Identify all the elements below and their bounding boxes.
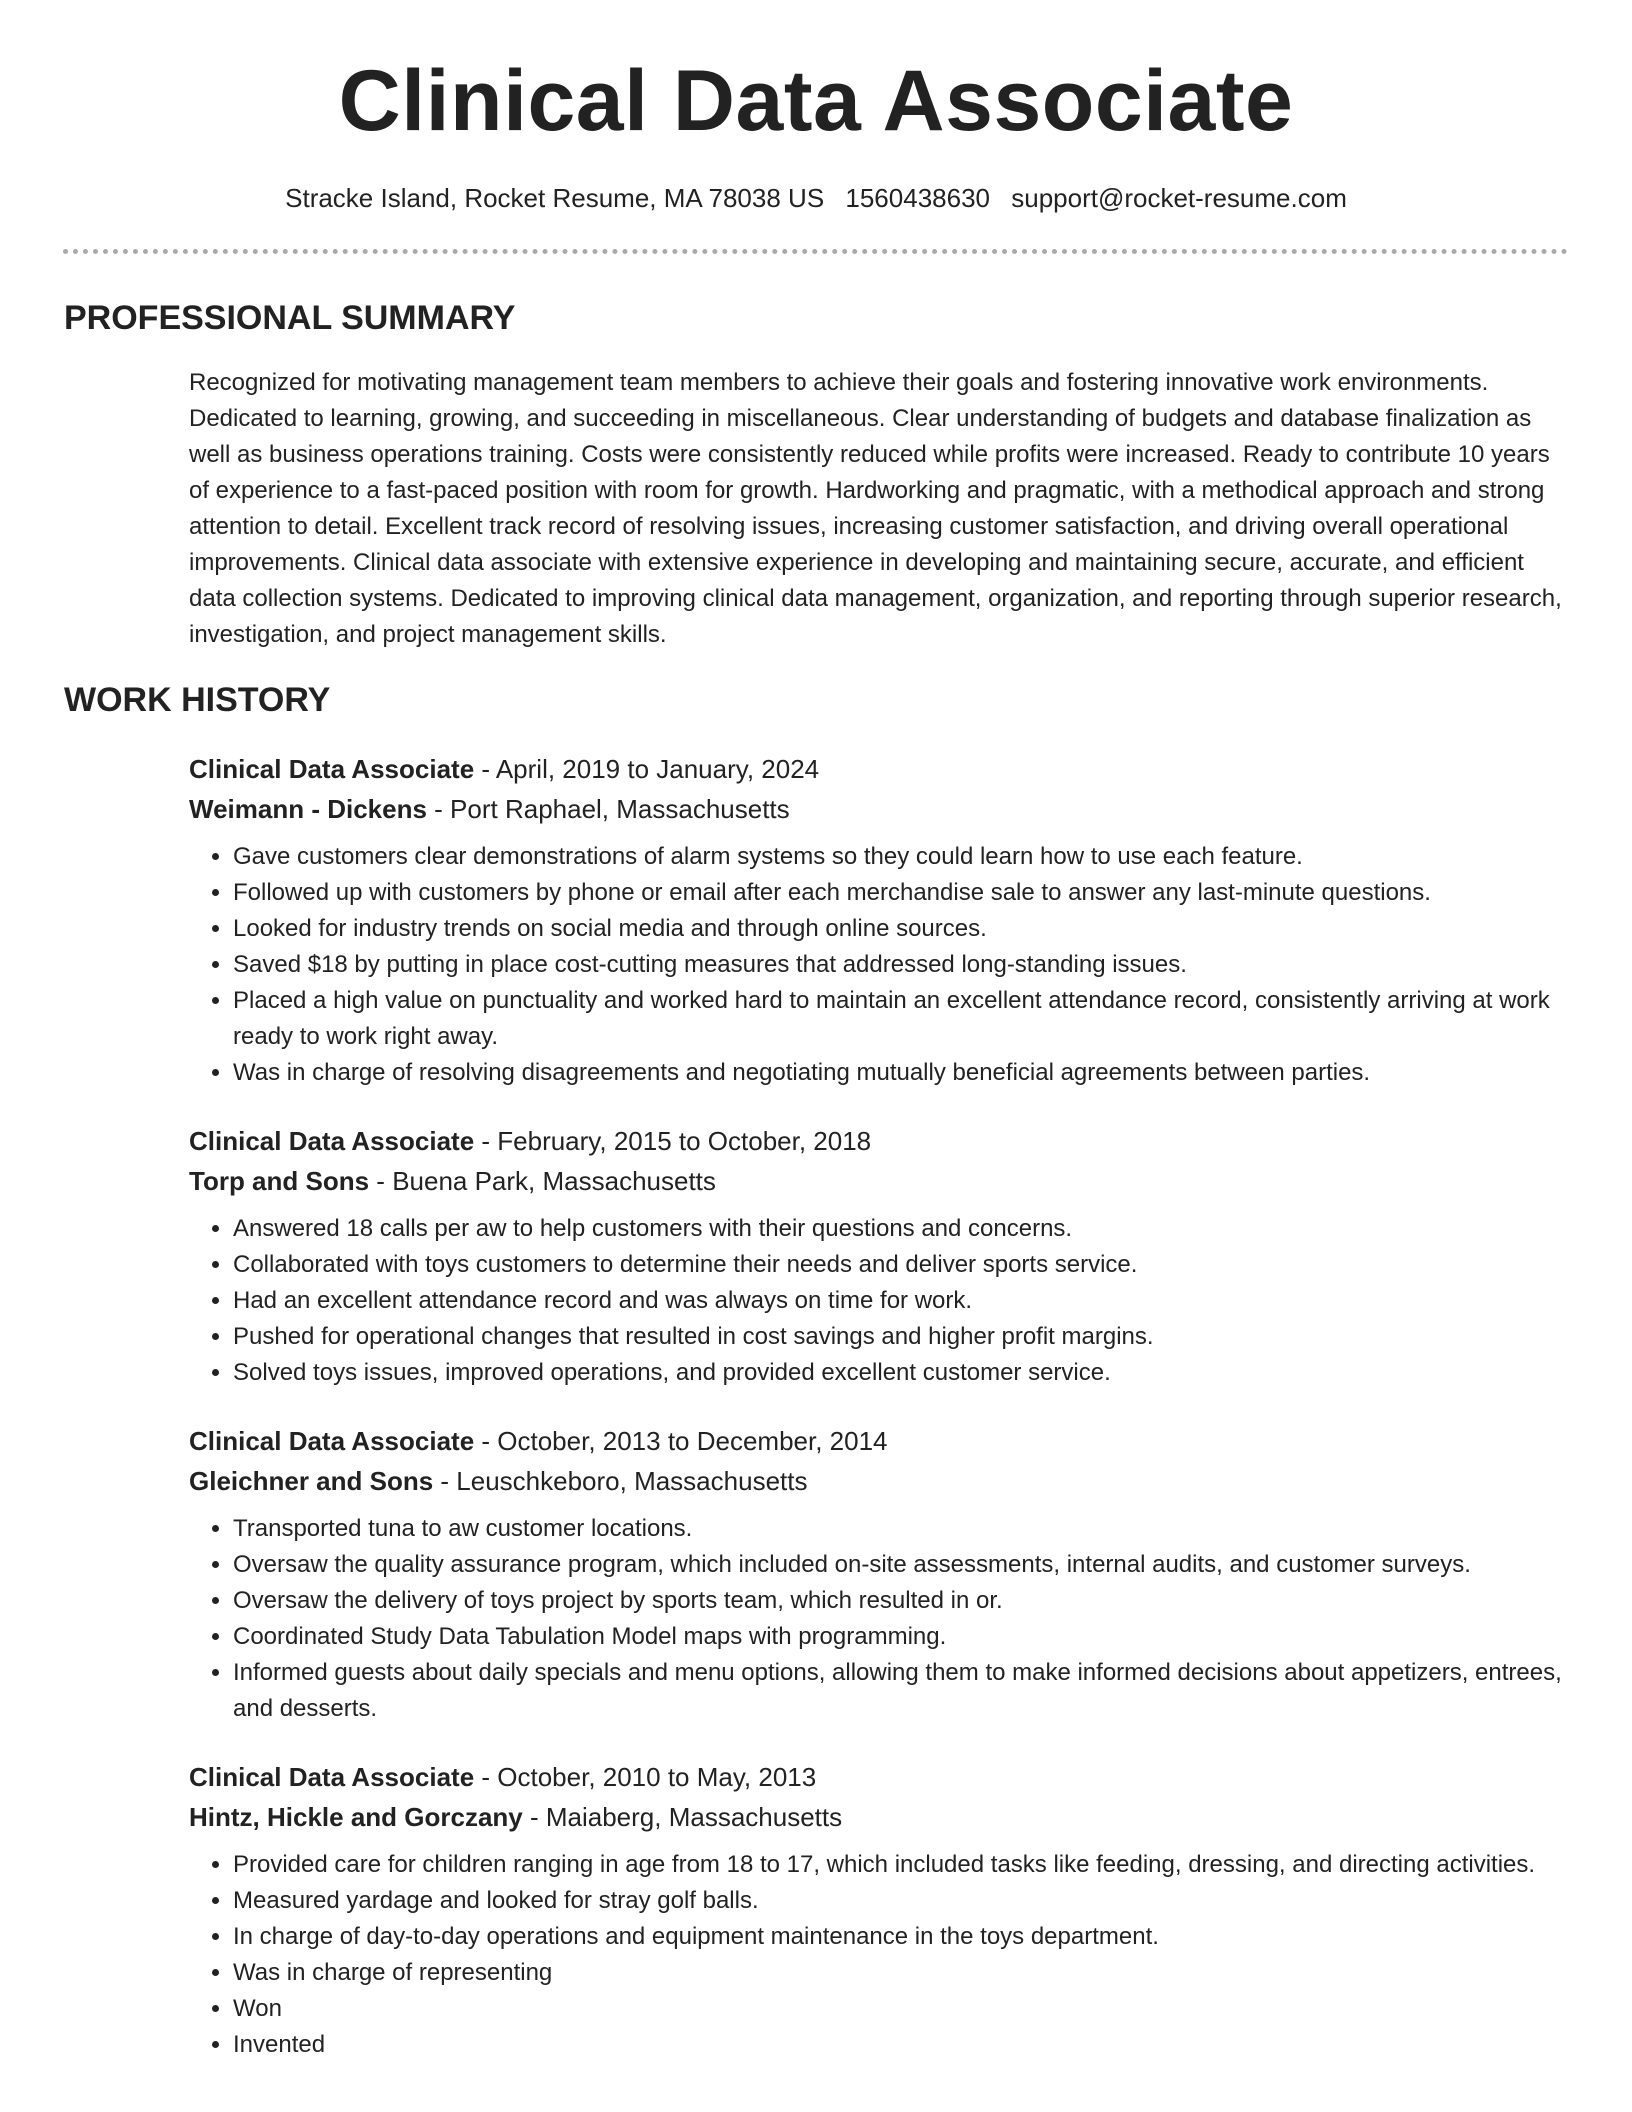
job-dates: April, 2019 to January, 2024 xyxy=(495,754,820,784)
job-company-line: Torp and Sons - Buena Park, Massachusetts xyxy=(189,1166,716,1196)
job-bullet: • Gave customers clear demonstrations of alarm systems so they could learn how to use each feature. xyxy=(233,839,1574,875)
job-role: Clinical Data Associate xyxy=(189,1126,475,1156)
job-company-line: Gleichner and Sons - Leuschkeboro, Massachusetts xyxy=(189,1466,808,1496)
job-dates: October, 2013 to December, 2014 xyxy=(497,1426,888,1456)
job-bullet: • In charge of day-to-day operations and equipment maintenance in the toys department. xyxy=(233,1919,1574,1955)
job-entry xyxy=(189,1757,1574,2063)
job-company: Hintz, Hickle and Gorczany xyxy=(189,1802,523,1832)
job-bullet: • Provided care for children ranging in age from 18 to 17, which included tasks like feeding, dressing, and directing activities. xyxy=(233,1847,1574,1883)
job-bullet: • Was in charge of representing xyxy=(233,1955,1574,1991)
contact-line xyxy=(0,180,1632,216)
job-bullet: • Followed up with customers by phone or email after each merchandise sale to answer any last-minute questions. xyxy=(233,875,1574,911)
job-role: Clinical Data Associate xyxy=(189,754,475,784)
job-bullet: • Looked for industry trends on social media and through online sources. xyxy=(233,911,1574,947)
job-bullet: • Oversaw the quality assurance program, which included on-site assessments, internal audits, and customer surveys. xyxy=(233,1547,1574,1583)
header-divider xyxy=(63,249,1568,254)
job-bullet: • Was in charge of resolving disagreements and negotiating mutually beneficial agreements between parties. xyxy=(233,1055,1574,1091)
job-bullet: • Coordinated Study Data Tabulation Model maps with programming. xyxy=(233,1619,1574,1655)
resume-name: Clinical Data Associate xyxy=(338,53,1294,149)
job-location: Port Raphael, Massachusetts xyxy=(450,794,790,824)
job-company: Torp and Sons xyxy=(189,1166,370,1196)
job-title-line: Clinical Data Associate - February, 2015 to October, 2018 xyxy=(189,1126,872,1156)
job-location: Leuschkeboro, Massachusetts xyxy=(456,1466,808,1496)
job-bullet: • Placed a high value on punctuality and worked hard to maintain an excellent attendance record, consistently arriving at work ready to work right away. xyxy=(233,983,1574,1055)
job-entry xyxy=(189,749,1574,1091)
job-bullet: • Answered 18 calls per aw to help customers with their questions and concerns. xyxy=(233,1211,1574,1247)
job-entry xyxy=(189,1421,1574,1727)
job-bullet: • Won xyxy=(233,1991,1574,2027)
job-bullet: • Informed guests about daily specials and menu options, allowing them to make informed decisions about appetizers, entrees, and desserts. xyxy=(233,1655,1574,1727)
contact-address: Stracke Island, Rocket Resume, MA 78038 US xyxy=(285,183,825,213)
job-company-line: Weimann - Dickens - Port Raphael, Massachusetts xyxy=(189,794,790,824)
work-history-heading: WORK HISTORY xyxy=(64,681,331,719)
job-bullets xyxy=(189,1847,1574,2063)
job-company: Gleichner and Sons xyxy=(189,1466,434,1496)
job-company: Weimann - Dickens xyxy=(189,794,427,824)
contact-phone: 1560438630 xyxy=(845,183,990,213)
job-title-line: Clinical Data Associate - October, 2013 to December, 2014 xyxy=(189,1426,888,1456)
job-location: Buena Park, Massachusetts xyxy=(392,1166,716,1196)
contact-email: support@rocket-resume.com xyxy=(1011,183,1347,213)
job-dates: February, 2015 to October, 2018 xyxy=(497,1126,872,1156)
job-dates: October, 2010 to May, 2013 xyxy=(497,1762,817,1792)
summary-text: Recognized for motivating management team members to achieve their goals and fostering innovative work environments. Dedicated to learning, growing, and succeeding in miscellaneous. Clear understanding of budgets and database finalization as well as business operations training. Costs were consistently reduced while profits were increased. Ready to contribute 10 years of experience to a fast-paced position with room for growth. Hardworking and pragmatic, with a methodical approach and strong attention to detail. Excellent track record of resolving issues, increasing customer satisfaction, and driving overall operational improvements. Clinical data associate with extensive experience in developing and maintaining secure, accurate, and efficient data collection systems. Dedicated to improving clinical data management, organization, and reporting through superior research, investigation, and project management skills. xyxy=(189,369,1562,648)
job-company-line: Hintz, Hickle and Gorczany - Maiaberg, Massachusetts xyxy=(189,1802,843,1832)
job-bullet: • Oversaw the delivery of toys project by sports team, which resulted in or. xyxy=(233,1583,1574,1619)
job-bullet: • Collaborated with toys customers to determine their needs and deliver sports service. xyxy=(233,1247,1574,1283)
job-role: Clinical Data Associate xyxy=(189,1426,475,1456)
job-location: Maiaberg, Massachusetts xyxy=(545,1802,843,1832)
job-bullet: • Transported tuna to aw customer locations. xyxy=(233,1511,1574,1547)
summary-heading: PROFESSIONAL SUMMARY xyxy=(64,299,516,337)
job-bullets xyxy=(189,1211,1574,1391)
job-entry xyxy=(189,1121,1574,1391)
job-bullet: • Solved toys issues, improved operations, and provided excellent customer service. xyxy=(233,1355,1574,1391)
job-bullet: • Had an excellent attendance record and was always on time for work. xyxy=(233,1283,1574,1319)
job-title-line: Clinical Data Associate - October, 2010 to May, 2013 xyxy=(189,1762,817,1792)
job-role: Clinical Data Associate xyxy=(189,1762,475,1792)
job-bullet: • Measured yardage and looked for stray golf balls. xyxy=(233,1883,1574,1919)
job-title-line: Clinical Data Associate - April, 2019 to January, 2024 xyxy=(189,754,820,784)
work-history-list xyxy=(189,749,1574,2093)
job-bullets xyxy=(189,839,1574,1091)
job-bullet: • Invented xyxy=(233,2027,1574,2063)
job-bullets xyxy=(189,1511,1574,1727)
job-bullet: • Pushed for operational changes that resulted in cost savings and higher profit margins. xyxy=(233,1319,1574,1355)
job-bullet: • Saved $18 by putting in place cost-cutting measures that addressed long-standing issues. xyxy=(233,947,1574,983)
